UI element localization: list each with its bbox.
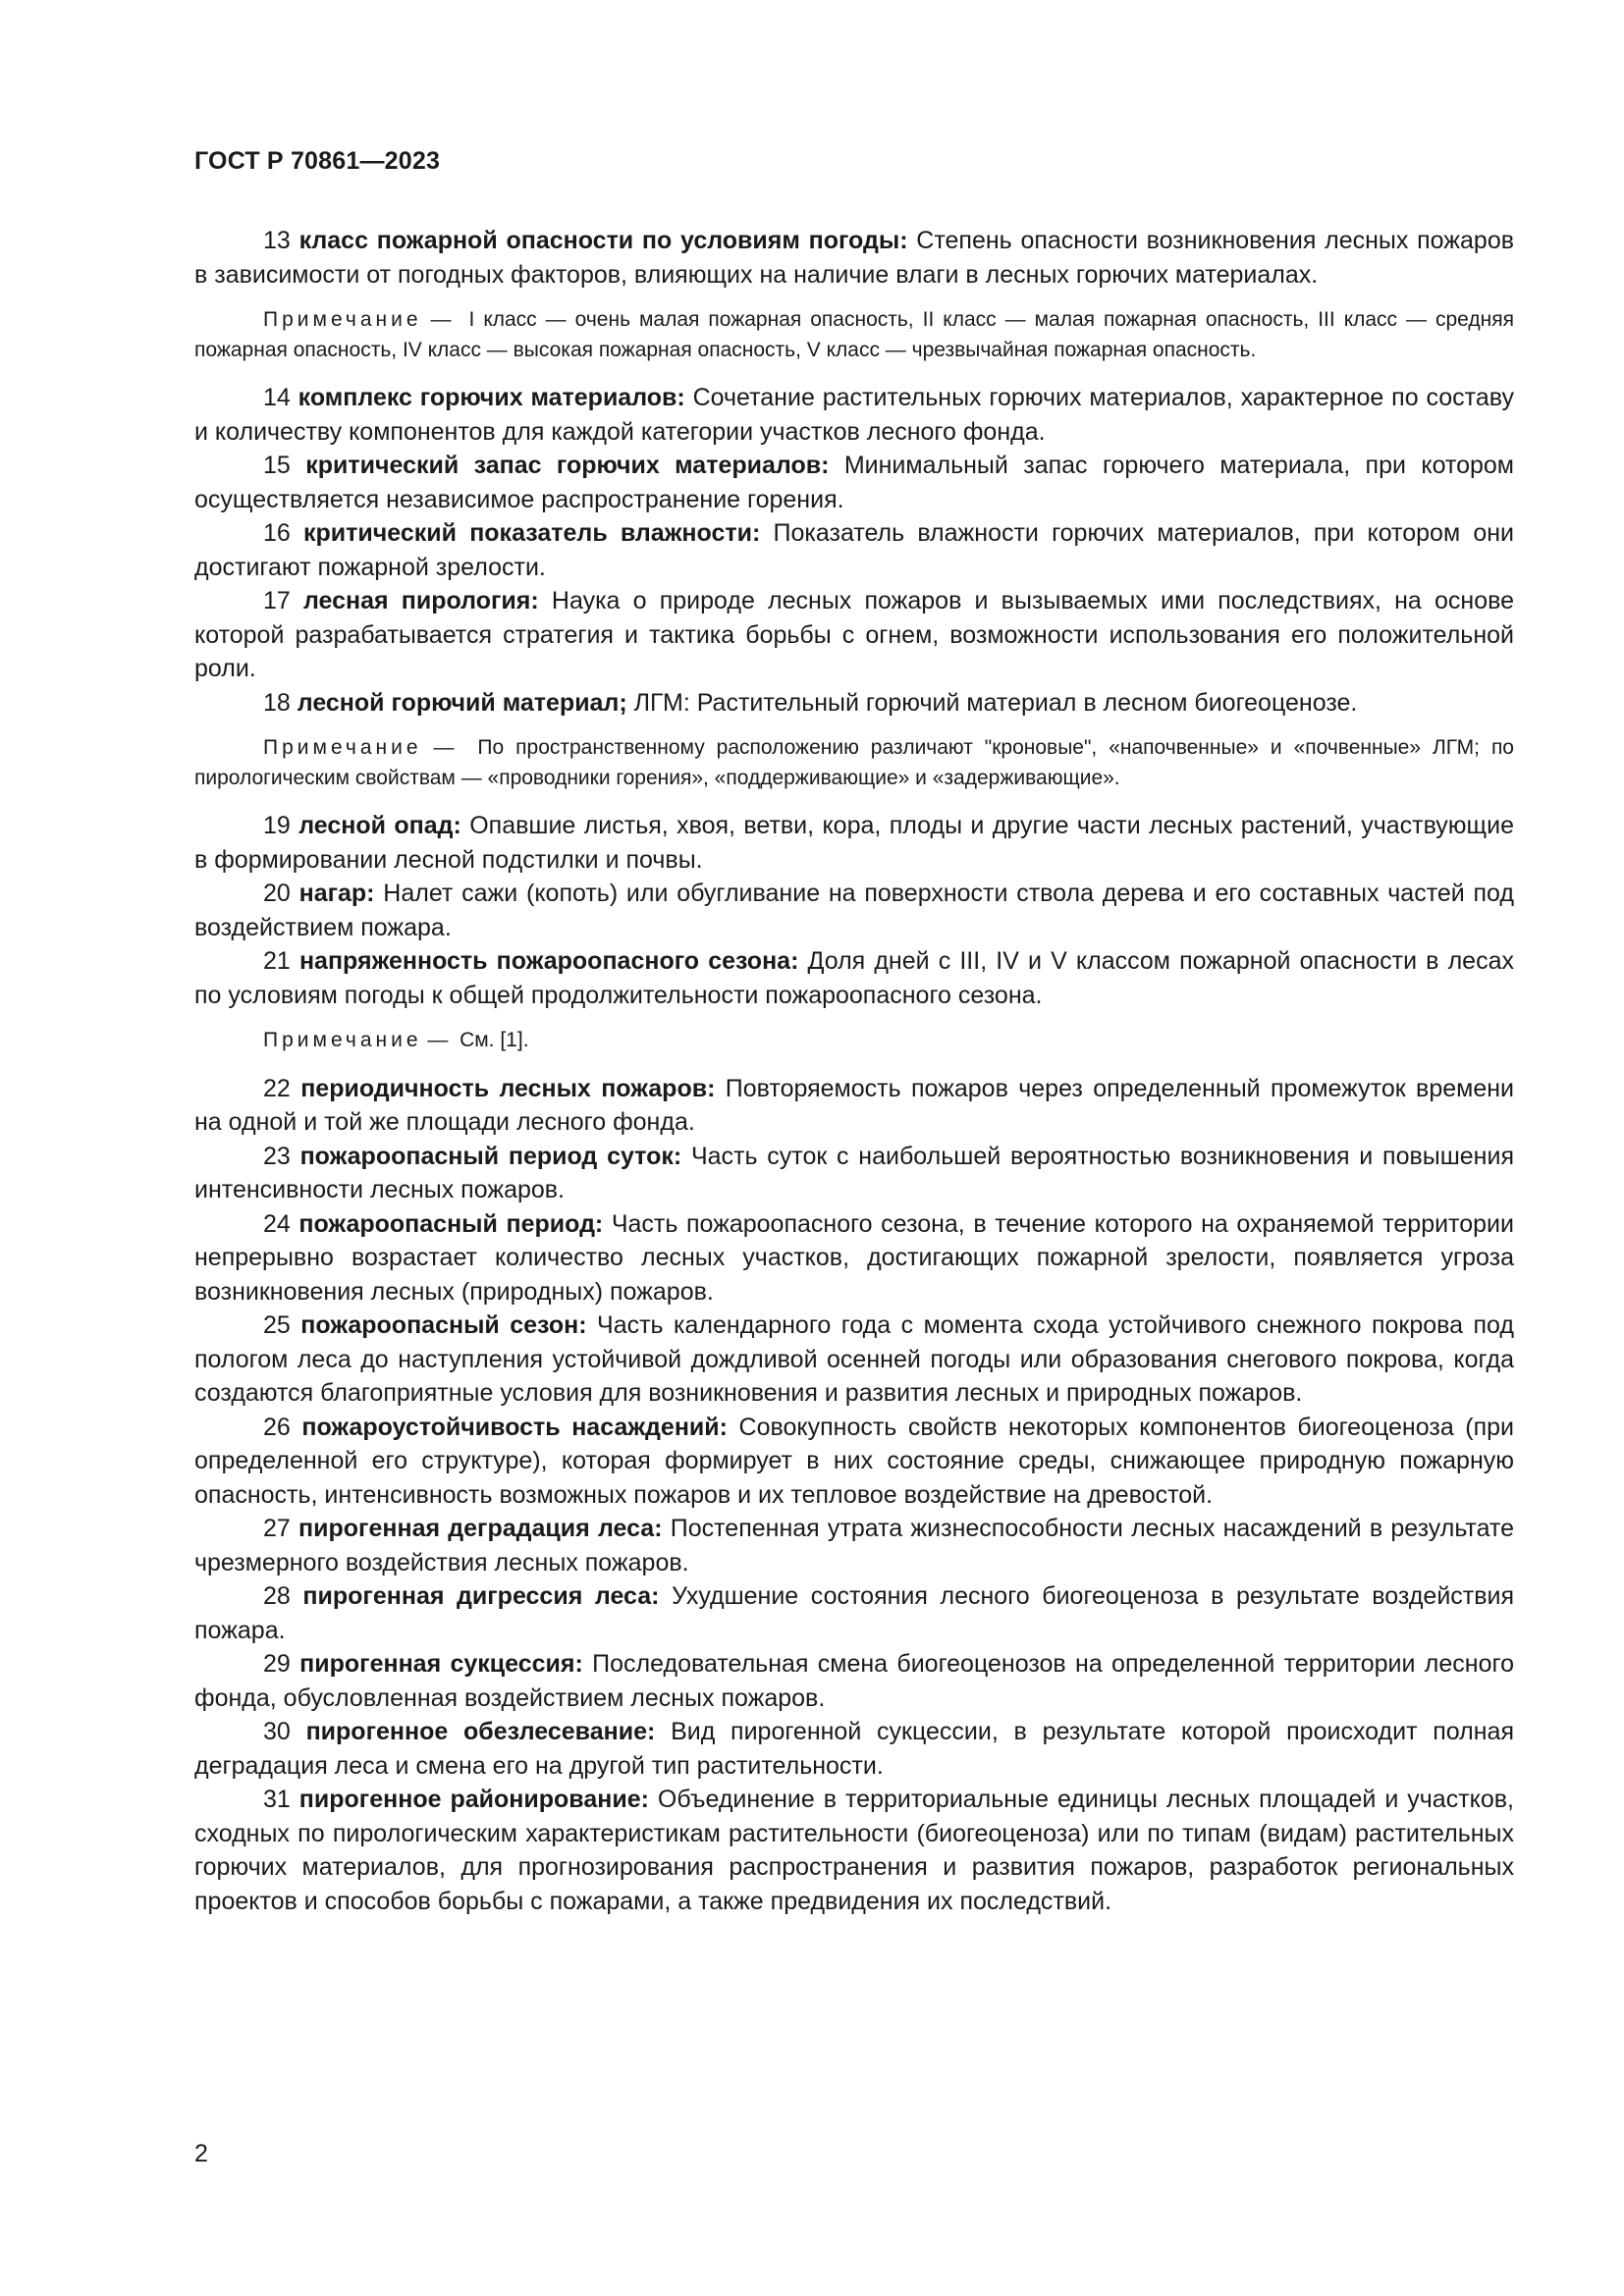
term-name: критический показатель влажности:	[303, 519, 761, 547]
note-dash: —	[427, 1029, 449, 1051]
term-28	[194, 1579, 1514, 1647]
term-29	[194, 1647, 1514, 1715]
term-definition: ЛГМ: Растительный горючий материал в лесном биогеоценозе.	[633, 688, 1358, 717]
term-number: 30	[263, 1718, 291, 1745]
term-definition: Степень опасности возникновения лесных пожаров в зависимости от погодных факторов, влияющих на наличие влаги в лесных горючих материалах.	[194, 227, 1514, 289]
term-31	[194, 1783, 1514, 1918]
term-16	[194, 516, 1514, 584]
term-name: лесной горючий материал;	[297, 688, 627, 717]
term-name: пирогенная сукцессия:	[299, 1650, 583, 1678]
note-2	[194, 733, 1514, 793]
term-number: 17	[263, 587, 291, 614]
note-label: Примечание	[263, 736, 422, 759]
note-label: Примечание	[263, 1029, 422, 1051]
term-number: 16	[263, 519, 291, 547]
term-number: 25	[263, 1311, 291, 1339]
term-23	[194, 1140, 1514, 1207]
term-definition: Вид пирогенной сукцессии, в результате которой происходит полная деградация леса и смена его на другой тип растительности.	[194, 1718, 1515, 1780]
term-number: 29	[263, 1650, 291, 1678]
note-dash: —	[433, 736, 455, 759]
note-3	[194, 1026, 1514, 1056]
term-27	[194, 1512, 1514, 1579]
note-text: I класс — очень малая пожарная опасность, II класс — малая пожарная опасность, III класс — средняя пожарная опасность, IV класс — высокая пожарная опасность, V класс — чрезвычайная пожарная опасность.	[194, 308, 1514, 361]
note-1	[194, 305, 1514, 365]
term-definition: Часть суток с наибольшей вероятностью возникновения и повышения интенсивности лесных пожаров.	[194, 1142, 1514, 1203]
term-19	[194, 809, 1514, 877]
term-15	[194, 449, 1514, 516]
term-name: пожароопасный период:	[298, 1209, 604, 1238]
term-30	[194, 1715, 1514, 1783]
term-name: пирогенная дигрессия леса:	[302, 1582, 660, 1610]
term-number: 14	[263, 384, 291, 411]
term-definition: Часть календарного года с момента схода устойчивого снежного покрова под пологом леса до наступления устойчивой дождливой осенней погоды или образования снегового покрова, когда создаются благоприятные условия для возникновения и развития лесных и природных пожаров.	[194, 1311, 1514, 1407]
term-definition: Наука о природе лесных пожаров и вызываемых ими последствиях, на основе которой разрабатывается стратегия и тактика борьбы с огнем, возможности использования его положительной роли.	[194, 587, 1514, 682]
term-18	[194, 686, 1514, 721]
term-number: 20	[263, 880, 291, 907]
term-20	[194, 877, 1514, 944]
term-name: пожароопасный период суток:	[299, 1142, 682, 1170]
term-25	[194, 1308, 1514, 1411]
term-definition: Доля дней с III, IV и V классом пожарной опасности в лесах по условиям погоды к общей продолжительности пожароопасного сезона.	[194, 947, 1514, 1009]
term-definition: Постепенная утрата жизнеспособности лесных насаждений в результате чрезмерного воздействия лесных пожаров.	[194, 1515, 1515, 1576]
term-number: 18	[263, 688, 291, 717]
term-name: пирогенное обезлесевание:	[305, 1718, 656, 1745]
term-definition: Сочетание растительных горючих материалов, характерное по составу и количеству компонентов для каждой категории участков лесного фонда.	[194, 384, 1514, 446]
note-label: Примечание	[263, 308, 422, 331]
term-14	[194, 381, 1514, 449]
term-definition: Налет сажи (копоть) или обугливание на поверхности ствола дерева и его составных частей под воздействием пожара.	[194, 880, 1514, 941]
term-definition: Показатель влажности горючих материалов, при котором они достигают пожарной зрелости.	[194, 519, 1514, 581]
term-definition: Объединение в территориальные единицы лесных площадей и участков, сходных по пирологическим характеристикам растительности (биогеоценоза) или по типам (видам) растительных горючих материалов, для прогнозирования распространения и развития пожаров, разработок региональных проектов и способов борьбы с пожарами, а также предвидения их последствий.	[194, 1786, 1514, 1915]
note-text: См. [1].	[460, 1029, 529, 1051]
term-number: 31	[263, 1786, 291, 1813]
term-number: 24	[263, 1209, 291, 1238]
term-definition: Минимальный запас горючего материала, при котором осуществляется независимое распространение горения.	[194, 452, 1514, 513]
term-name: нагар:	[298, 880, 375, 907]
term-name: пожароустойчивость насаждений:	[301, 1413, 728, 1441]
term-name: пирогенное районирование:	[298, 1786, 649, 1813]
term-number: 19	[263, 812, 291, 839]
term-13	[194, 224, 1514, 292]
term-name: пожароопасный сезон:	[300, 1311, 587, 1339]
terms-body	[194, 224, 1514, 1918]
note-text: По пространственному расположению различают "кроновые", «напочвенные» и «почвенные» ЛГМ; по пирологическим свойствам — «проводники горения», «поддерживающие» и «задерживающие».	[194, 736, 1514, 789]
term-name: лесной опад:	[298, 812, 461, 839]
note-dash: —	[430, 308, 452, 331]
term-number: 26	[263, 1413, 291, 1441]
term-name: напряженность пожароопасного сезона:	[298, 947, 799, 975]
term-name: пирогенная деградация леса:	[298, 1515, 663, 1542]
term-number: 22	[263, 1074, 291, 1102]
term-number: 13	[263, 227, 291, 254]
term-definition: Повторяемость пожаров через определенный промежуток времени на одной и той же площади лесного фонда.	[194, 1074, 1514, 1136]
term-number: 21	[263, 947, 291, 975]
term-name: лесная пирология:	[303, 587, 539, 614]
term-26	[194, 1411, 1514, 1513]
term-number: 15	[263, 452, 291, 479]
term-name: комплекс горючих материалов:	[298, 384, 685, 411]
term-number: 23	[263, 1142, 291, 1170]
term-definition: Ухудшение состояния лесного биогеоценоза в результате воздействия пожара.	[194, 1582, 1515, 1644]
document-code: ГОСТ Р 70861—2023	[194, 147, 441, 175]
term-22	[194, 1072, 1514, 1140]
term-name: периодичность лесных пожаров:	[300, 1074, 716, 1102]
term-definition: Часть пожароопасного сезона, в течение которого на охраняемой территории непрерывно возрастает количество лесных участков, достигающих пожарной зрелости, появляется угроза возникновения лесных (природных) пожаров.	[194, 1209, 1514, 1306]
term-number: 27	[263, 1515, 291, 1542]
term-17	[194, 584, 1514, 686]
term-name: критический запас горючих материалов:	[305, 452, 830, 479]
term-definition: Последовательная смена биогеоценозов на определенной территории лесного фонда, обусловленная воздействием лесных пожаров.	[194, 1650, 1514, 1712]
term-definition: Совокупность свойств некоторых компонентов биогеоценоза (при определенной его структуре), которая формирует в них состояние среды, снижающее природную пожарную опасность, интенсивность возможных пожаров и их тепловое воздействие на древостой.	[194, 1413, 1514, 1509]
term-21	[194, 944, 1514, 1012]
term-24	[194, 1207, 1514, 1309]
term-definition: Опавшие листья, хвоя, ветви, кора, плоды и другие части лесных растений, участвующие в формировании лесной подстилки и почвы.	[194, 812, 1514, 874]
page-number: 2	[194, 2140, 208, 2167]
term-name: класс пожарной опасности по условиям погоды:	[298, 227, 908, 254]
term-number: 28	[263, 1582, 291, 1610]
